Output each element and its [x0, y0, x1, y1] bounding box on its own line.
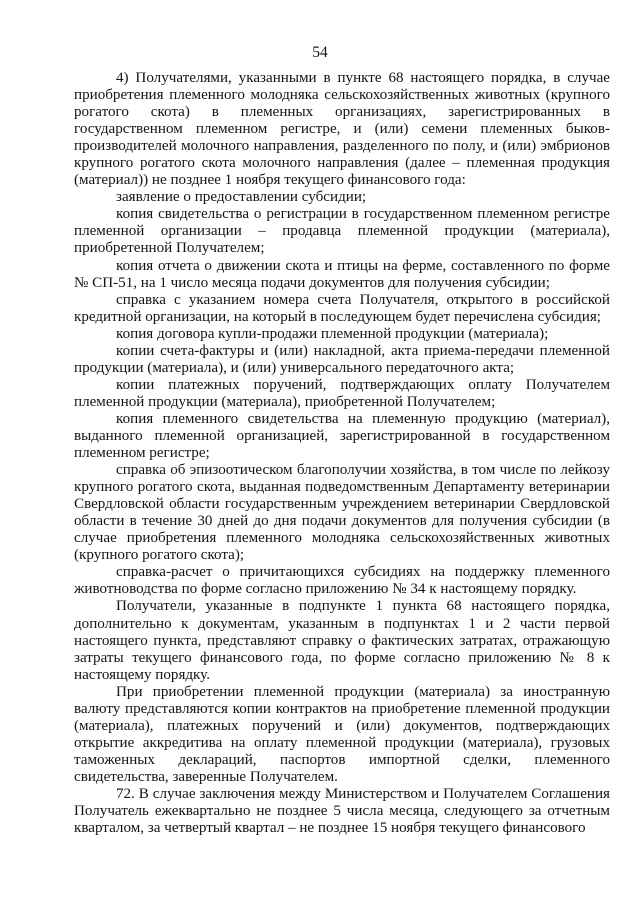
paragraph-actual-costs-certificate: Получатели, указанные в подпункте 1 пункта 68 настоящего порядка, дополнительно к документам, указанным в подпунктах 1 и 2 части первой настоящего пункта, представляют справку о фактических затратах, отражающую затраты текущего финансового года, по форме согласно приложению № 8 к настоящему порядку.: [74, 598, 610, 683]
paragraph-payment-orders-copies: копии платежных поручений, подтверждающих оплату Получателем племенной продукции (материала), приобретенной Получателем;: [74, 376, 610, 410]
paragraph-livestock-report-copy: копия отчета о движении скота и птицы на ферме, составленного по форме № СП-51, на 1 число месяца подачи документов для получения субсидии;: [74, 257, 610, 291]
paragraph-registry-certificate-copy: копия свидетельства о регистрации в государственном племенном регистре племенной организации – продавца племенной продукции (материала), приобретенной Получателем;: [74, 206, 610, 257]
paragraph-subsidy-application: заявление о предоставлении субсидии;: [116, 189, 367, 206]
paragraph-sale-contract-copy: копия договора купли-продажи племенной продукции (материала);: [116, 325, 549, 342]
paragraph-foreign-currency-documents: При приобретении племенной продукции (материала) за иностранную валюту представляются копии контрактов на приобретение племенной продукции (материала), платежных поручений и (или) документов, подтверждающих открытие аккредитива на оплату племенной продукции (материала), грузовых таможенных деклараций, паспортов импортной сделки, племенного свидетельства, заверенные Получателем.: [74, 683, 610, 785]
paragraph-subsidy-calculation: справка-расчет о причитающихся субсидиях на поддержку племенного животноводства по форме согласно приложению № 34 к настоящему порядку.: [74, 564, 610, 598]
page-number: 54: [312, 44, 328, 61]
paragraph-recipients-item-4: 4) Получателями, указанными в пункте 68 настоящего порядка, в случае приобретения племенного молодняка сельскохозяйственных животных (крупного рогатого скота) в племенных организациях, зарегистрированных в государственном племенном регистре, и (или) семени племенных быков-производителей молочного направления, разделенного по полу, и (или) эмбрионов крупного рогатого скота молочного направления (далее – племенная продукция (материал)) не позднее 1 ноября текущего финансового года:: [74, 70, 610, 189]
paragraph-epizootic-certificate: справка об эпизоотическом благополучии хозяйства, в том числе по лейкозу крупного рогатого скота, выданная подведомственным Департаменту ветеринарии Свердловской области государственным учреждением ветеринарии Свердловской области в течение 30 дней до дня подачи документов для получения субсидии (в случае приобретения племенного молодняка сельскохозяйственных животных (крупного рогатого скота);: [74, 462, 610, 564]
document-body: [74, 70, 610, 837]
paragraph-invoice-copies: копии счета-фактуры и (или) накладной, акта приема-передачи племенной продукции (материала), и (или) универсального передаточного акта;: [74, 342, 610, 376]
paragraph-breeding-certificate-copy: копия племенного свидетельства на племенную продукцию (материал), выданного племенной организацией, зарегистрированной в государственном племенном регистре;: [74, 410, 610, 462]
paragraph-item-72: 72. В случае заключения между Министерством и Получателем Соглашения Получатель ежеквартально не позднее 5 числа месяца, следующего за отчетным кварталом, за четвертый квартал – не позднее 15 ноября текущего финансового: [74, 785, 610, 837]
paragraph-bank-account-certificate: справка с указанием номера счета Получателя, открытого в российской кредитной организации, на который в последующем будет перечислена субсидия;: [74, 291, 610, 325]
